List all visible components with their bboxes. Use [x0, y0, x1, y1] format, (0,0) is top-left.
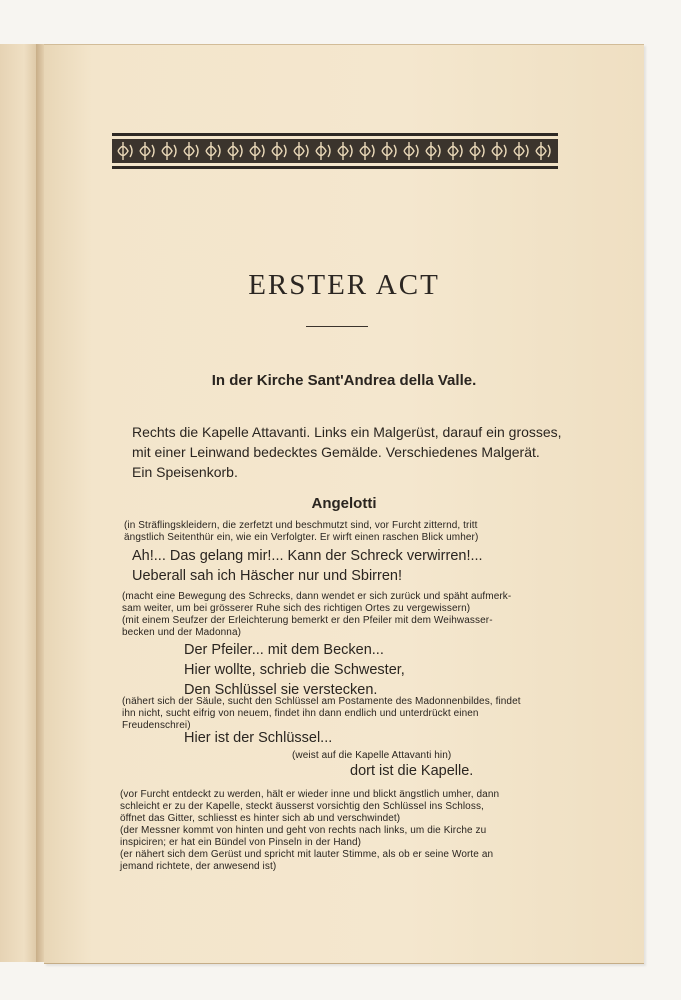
direction-line: (in Sträflingskleidern, die zerfetzt und beschmutzt sind, vor Furcht zitternd, tritt — [124, 520, 478, 531]
verse-line: Hier wollte, schrieb die Schwester, — [184, 662, 405, 678]
direction-line: sam weiter, um bei grösserer Ruhe sich des richtigen Ortes zu vergewissern) — [122, 603, 471, 614]
direction-line: becken und der Madonna) — [122, 627, 242, 638]
verse-line-3b: dort ist die Kapelle. — [350, 763, 474, 779]
verse-block-2 — [184, 640, 584, 700]
direction-line: schleicht er zu der Kapelle, steckt äusserst vorsichtig den Schlüssel ins Schloss, — [120, 801, 484, 812]
direction-line: ihn nicht, sucht eifrig von neuem, findet ihn dann endlich und unterdrückt einen — [122, 708, 479, 719]
verse-line: Ah!... Das gelang mir!... Kann der Schreck verwirren!... — [132, 548, 483, 564]
direction-line: (der Messner kommt von hinten und geht von rechts nach links, um die Kirche zu — [120, 825, 487, 836]
verse-line: Den Schlüssel sie verstecken. — [184, 682, 378, 698]
direction-line: (vor Furcht entdeckt zu werden, hält er wieder inne und blickt ängstlich umher, dann — [120, 789, 500, 800]
direction-line: öffnet das Gitter, schliesst es hinter sich ab und verschwindet) — [120, 813, 401, 824]
book-page — [44, 44, 644, 964]
ornamental-border — [112, 133, 558, 169]
direction-line: (er nähert sich dem Gerüst und spricht mit lauter Stimme, als ob er seine Worte an — [120, 849, 494, 860]
setting-line: mit einer Leinwand bedecktes Gemälde. Verschiedenes Malgerät. — [132, 444, 540, 460]
scene-heading: In der Kirche Sant'Andrea della Valle. — [211, 372, 477, 389]
verse-block-1 — [132, 546, 632, 586]
title-rule — [306, 326, 368, 327]
stage-direction-4: (weist auf die Kapelle Attavanti hin) — [292, 750, 452, 761]
direction-line: Freudenschrei) — [122, 720, 191, 731]
verse-line-3a: Hier ist der Schlüssel... — [184, 730, 333, 746]
direction-line: inspiciren; er hat ein Bündel von Pinseln in der Hand) — [120, 837, 362, 848]
verse-line: Der Pfeiler... mit dem Becken... — [184, 642, 384, 658]
direction-line: (macht eine Bewegung des Schrecks, dann wendet er sich zurück und späht aufmerk- — [122, 591, 512, 602]
setting-line: Ein Speisenkorb. — [132, 464, 238, 480]
direction-line: jemand richtete, der anwesend ist) — [120, 861, 277, 872]
stage-direction-3 — [122, 696, 637, 732]
verse-line: Ueberall sah ich Häscher nur und Sbirren! — [132, 568, 402, 584]
direction-line: (mit einem Seufzer der Erleichterung bemerkt er den Pfeiler mit dem Weihwasser- — [122, 615, 493, 626]
stage-direction-2 — [122, 591, 637, 639]
setting-line: Rechts die Kapelle Attavanti. Links ein Malgerüst, darauf ein grosses, — [132, 424, 562, 440]
act-title: ERSTER ACT — [248, 269, 440, 301]
character-name: Angelotti — [311, 495, 377, 512]
setting-description — [132, 422, 632, 482]
direction-line: ängstlich Seitenthür ein, wie ein Verfolgter. Er wirft einen raschen Blick umher) — [124, 532, 479, 543]
stage-direction-1 — [124, 520, 634, 544]
left-page-edge — [0, 44, 41, 962]
direction-line: (nähert sich der Säule, sucht den Schlüssel am Postamente des Madonnenbildes, findet — [122, 696, 521, 707]
stage-direction-5 — [120, 789, 638, 873]
